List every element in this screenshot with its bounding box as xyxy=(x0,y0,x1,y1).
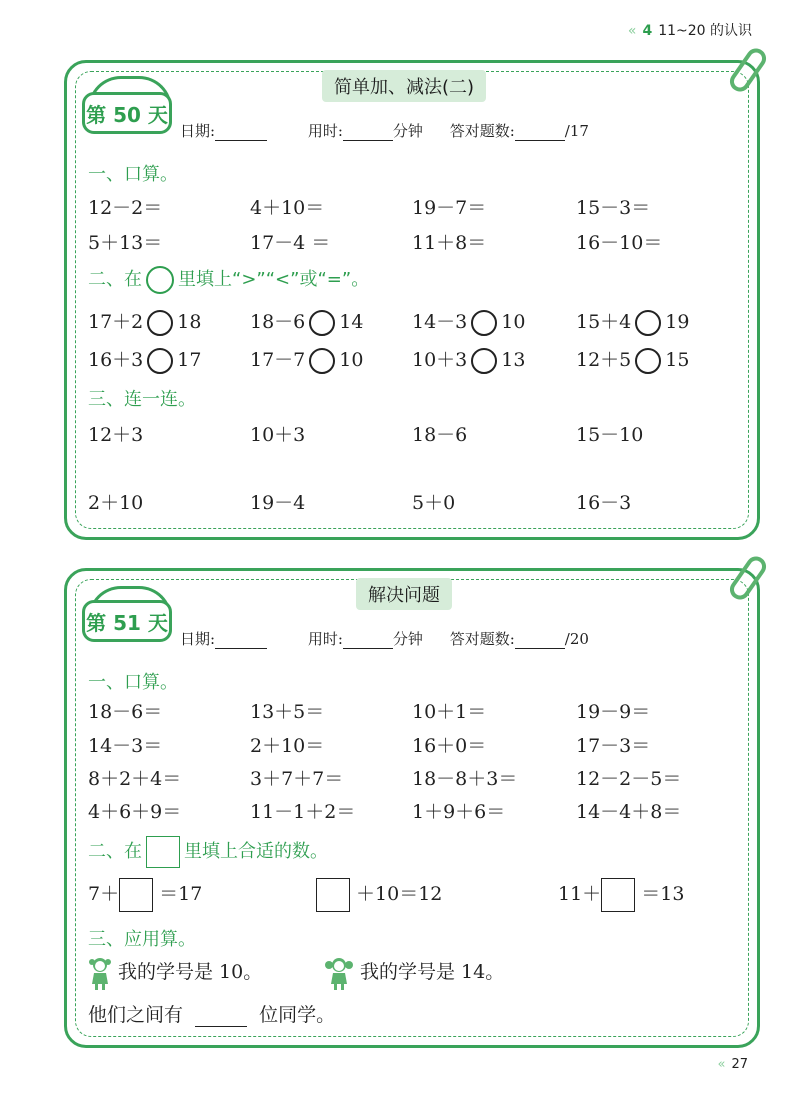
page-number-text: 27 xyxy=(731,1057,748,1072)
day51-badge: 第 51 天 xyxy=(82,600,172,642)
day50-s3-title: 三、连一连。 xyxy=(88,389,196,410)
compare-item: 15＋4 19 xyxy=(576,307,689,336)
eq: 4＋6＋9＝ xyxy=(88,801,182,823)
question-b: 位同学。 xyxy=(259,1004,336,1026)
eq: 11＋8＝ xyxy=(412,232,487,254)
answer-box[interactable] xyxy=(119,878,153,912)
chevron-icon: « xyxy=(627,23,637,39)
score-total: /20 xyxy=(564,630,589,648)
fill-item: 7＋ ＝17 xyxy=(88,878,202,912)
question-a: 他们之间有 xyxy=(88,1004,184,1026)
time-field[interactable] xyxy=(343,648,393,649)
eq: 4＋10＝ xyxy=(250,197,325,219)
answer-circle[interactable] xyxy=(635,310,661,336)
eq: 19－7＝ xyxy=(412,197,487,219)
answer-circle[interactable] xyxy=(309,348,335,374)
question xyxy=(88,1000,335,1027)
compare-item: 17－7 10 xyxy=(250,345,363,374)
s2-title-a: 二、在 xyxy=(88,269,142,290)
day50-meta xyxy=(180,120,589,141)
fill-item: 11＋ ＝13 xyxy=(558,878,684,912)
answer-circle[interactable] xyxy=(147,310,173,336)
circle-icon xyxy=(146,266,174,294)
speech-2 xyxy=(324,956,504,990)
match-top-item[interactable]: 15－10 xyxy=(576,424,644,446)
day51-title: 解决问题 xyxy=(356,578,452,610)
chapter-title: 11~20 的认识 xyxy=(658,23,752,39)
match-bottom-item[interactable]: 5＋0 xyxy=(412,492,456,514)
day50-title: 简单加、减法(二) xyxy=(322,70,486,102)
date-label: 日期: xyxy=(180,122,216,140)
day50-s2-title xyxy=(88,265,369,294)
answer-circle[interactable] xyxy=(471,348,497,374)
eq: 18－8＋3＝ xyxy=(412,768,518,790)
girl-icon xyxy=(88,956,112,990)
eq: 16－10＝ xyxy=(576,232,663,254)
eq: 3＋7＋7＝ xyxy=(250,768,344,790)
compare-item: 12＋5 15 xyxy=(576,345,689,374)
date-field[interactable] xyxy=(215,648,267,649)
eq: 14－4＋8＝ xyxy=(576,801,682,823)
speech-1-text: 我的学号是 10。 xyxy=(118,961,263,983)
match-top-item[interactable]: 12＋3 xyxy=(88,424,144,446)
eq: 13＋5＝ xyxy=(250,701,325,723)
eq: 5＋13＝ xyxy=(88,232,163,254)
time-unit: 分钟 xyxy=(392,122,423,140)
eq: 11－1＋2＝ xyxy=(250,801,356,823)
eq: 12－2－5＝ xyxy=(576,768,682,790)
day51-s2-title xyxy=(88,836,328,868)
square-icon xyxy=(146,836,180,868)
match-bottom-item[interactable]: 16－3 xyxy=(576,492,632,514)
s2-title-b: 里填上“>”“<”或“=”。 xyxy=(178,269,370,290)
day51-s3-title: 三、应用算。 xyxy=(88,929,196,950)
score-field[interactable] xyxy=(515,140,565,141)
answer-box[interactable] xyxy=(316,878,350,912)
match-bottom-item[interactable]: 2＋10 xyxy=(88,492,144,514)
eq: 17－3＝ xyxy=(576,735,651,757)
score-total: /17 xyxy=(564,122,589,140)
girl-icon xyxy=(324,956,354,990)
fill-item: ＋10＝12 xyxy=(316,878,442,912)
answer-circle[interactable] xyxy=(147,348,173,374)
day51-s1-title: 一、口算。 xyxy=(88,672,178,693)
compare-item: 18－6 14 xyxy=(250,307,363,336)
score-label: 答对题数: xyxy=(449,122,515,140)
answer-circle[interactable] xyxy=(471,310,497,336)
match-top-item[interactable]: 18－6 xyxy=(412,424,468,446)
eq: 18－6＝ xyxy=(88,701,163,723)
eq: 14－3＝ xyxy=(88,735,163,757)
date-label: 日期: xyxy=(180,630,216,648)
chevron-icon: « xyxy=(717,1057,726,1072)
answer-circle[interactable] xyxy=(309,310,335,336)
eq: 10＋1＝ xyxy=(412,701,487,723)
match-top-item[interactable]: 10＋3 xyxy=(250,424,306,446)
date-field[interactable] xyxy=(215,140,267,141)
compare-item: 10＋3 13 xyxy=(412,345,525,374)
compare-item: 14－3 10 xyxy=(412,307,525,336)
chapter-header xyxy=(628,20,752,40)
time-field[interactable] xyxy=(343,140,393,141)
s2-title-a: 二、在 xyxy=(88,841,142,862)
speech-1 xyxy=(88,956,262,990)
compare-item: 16＋3 17 xyxy=(88,345,201,374)
eq: 19－9＝ xyxy=(576,701,651,723)
speech-2-text: 我的学号是 14。 xyxy=(360,961,505,983)
page-number xyxy=(717,1057,748,1072)
time-label: 用时: xyxy=(307,630,343,648)
time-label: 用时: xyxy=(307,122,343,140)
day50-s1-title: 一、口算。 xyxy=(88,164,178,185)
chapter-number: 4 xyxy=(642,23,653,39)
eq: 12－2＝ xyxy=(88,197,163,219)
eq: 17－4 ＝ xyxy=(250,232,331,254)
eq: 8＋2＋4＝ xyxy=(88,768,182,790)
match-bottom-item[interactable]: 19－4 xyxy=(250,492,306,514)
answer-circle[interactable] xyxy=(635,348,661,374)
compare-item: 17＋2 18 xyxy=(88,307,201,336)
day50-badge: 第 50 天 xyxy=(82,92,172,134)
eq: 15－3＝ xyxy=(576,197,651,219)
score-label: 答对题数: xyxy=(449,630,515,648)
eq: 2＋10＝ xyxy=(250,735,325,757)
eq: 1＋9＋6＝ xyxy=(412,801,506,823)
answer-box[interactable] xyxy=(601,878,635,912)
score-field[interactable] xyxy=(515,648,565,649)
day51-meta xyxy=(180,628,589,649)
answer-blank[interactable] xyxy=(195,1026,247,1027)
eq: 16＋0＝ xyxy=(412,735,487,757)
time-unit: 分钟 xyxy=(392,630,423,648)
s2-title-b: 里填上合适的数。 xyxy=(184,841,328,862)
